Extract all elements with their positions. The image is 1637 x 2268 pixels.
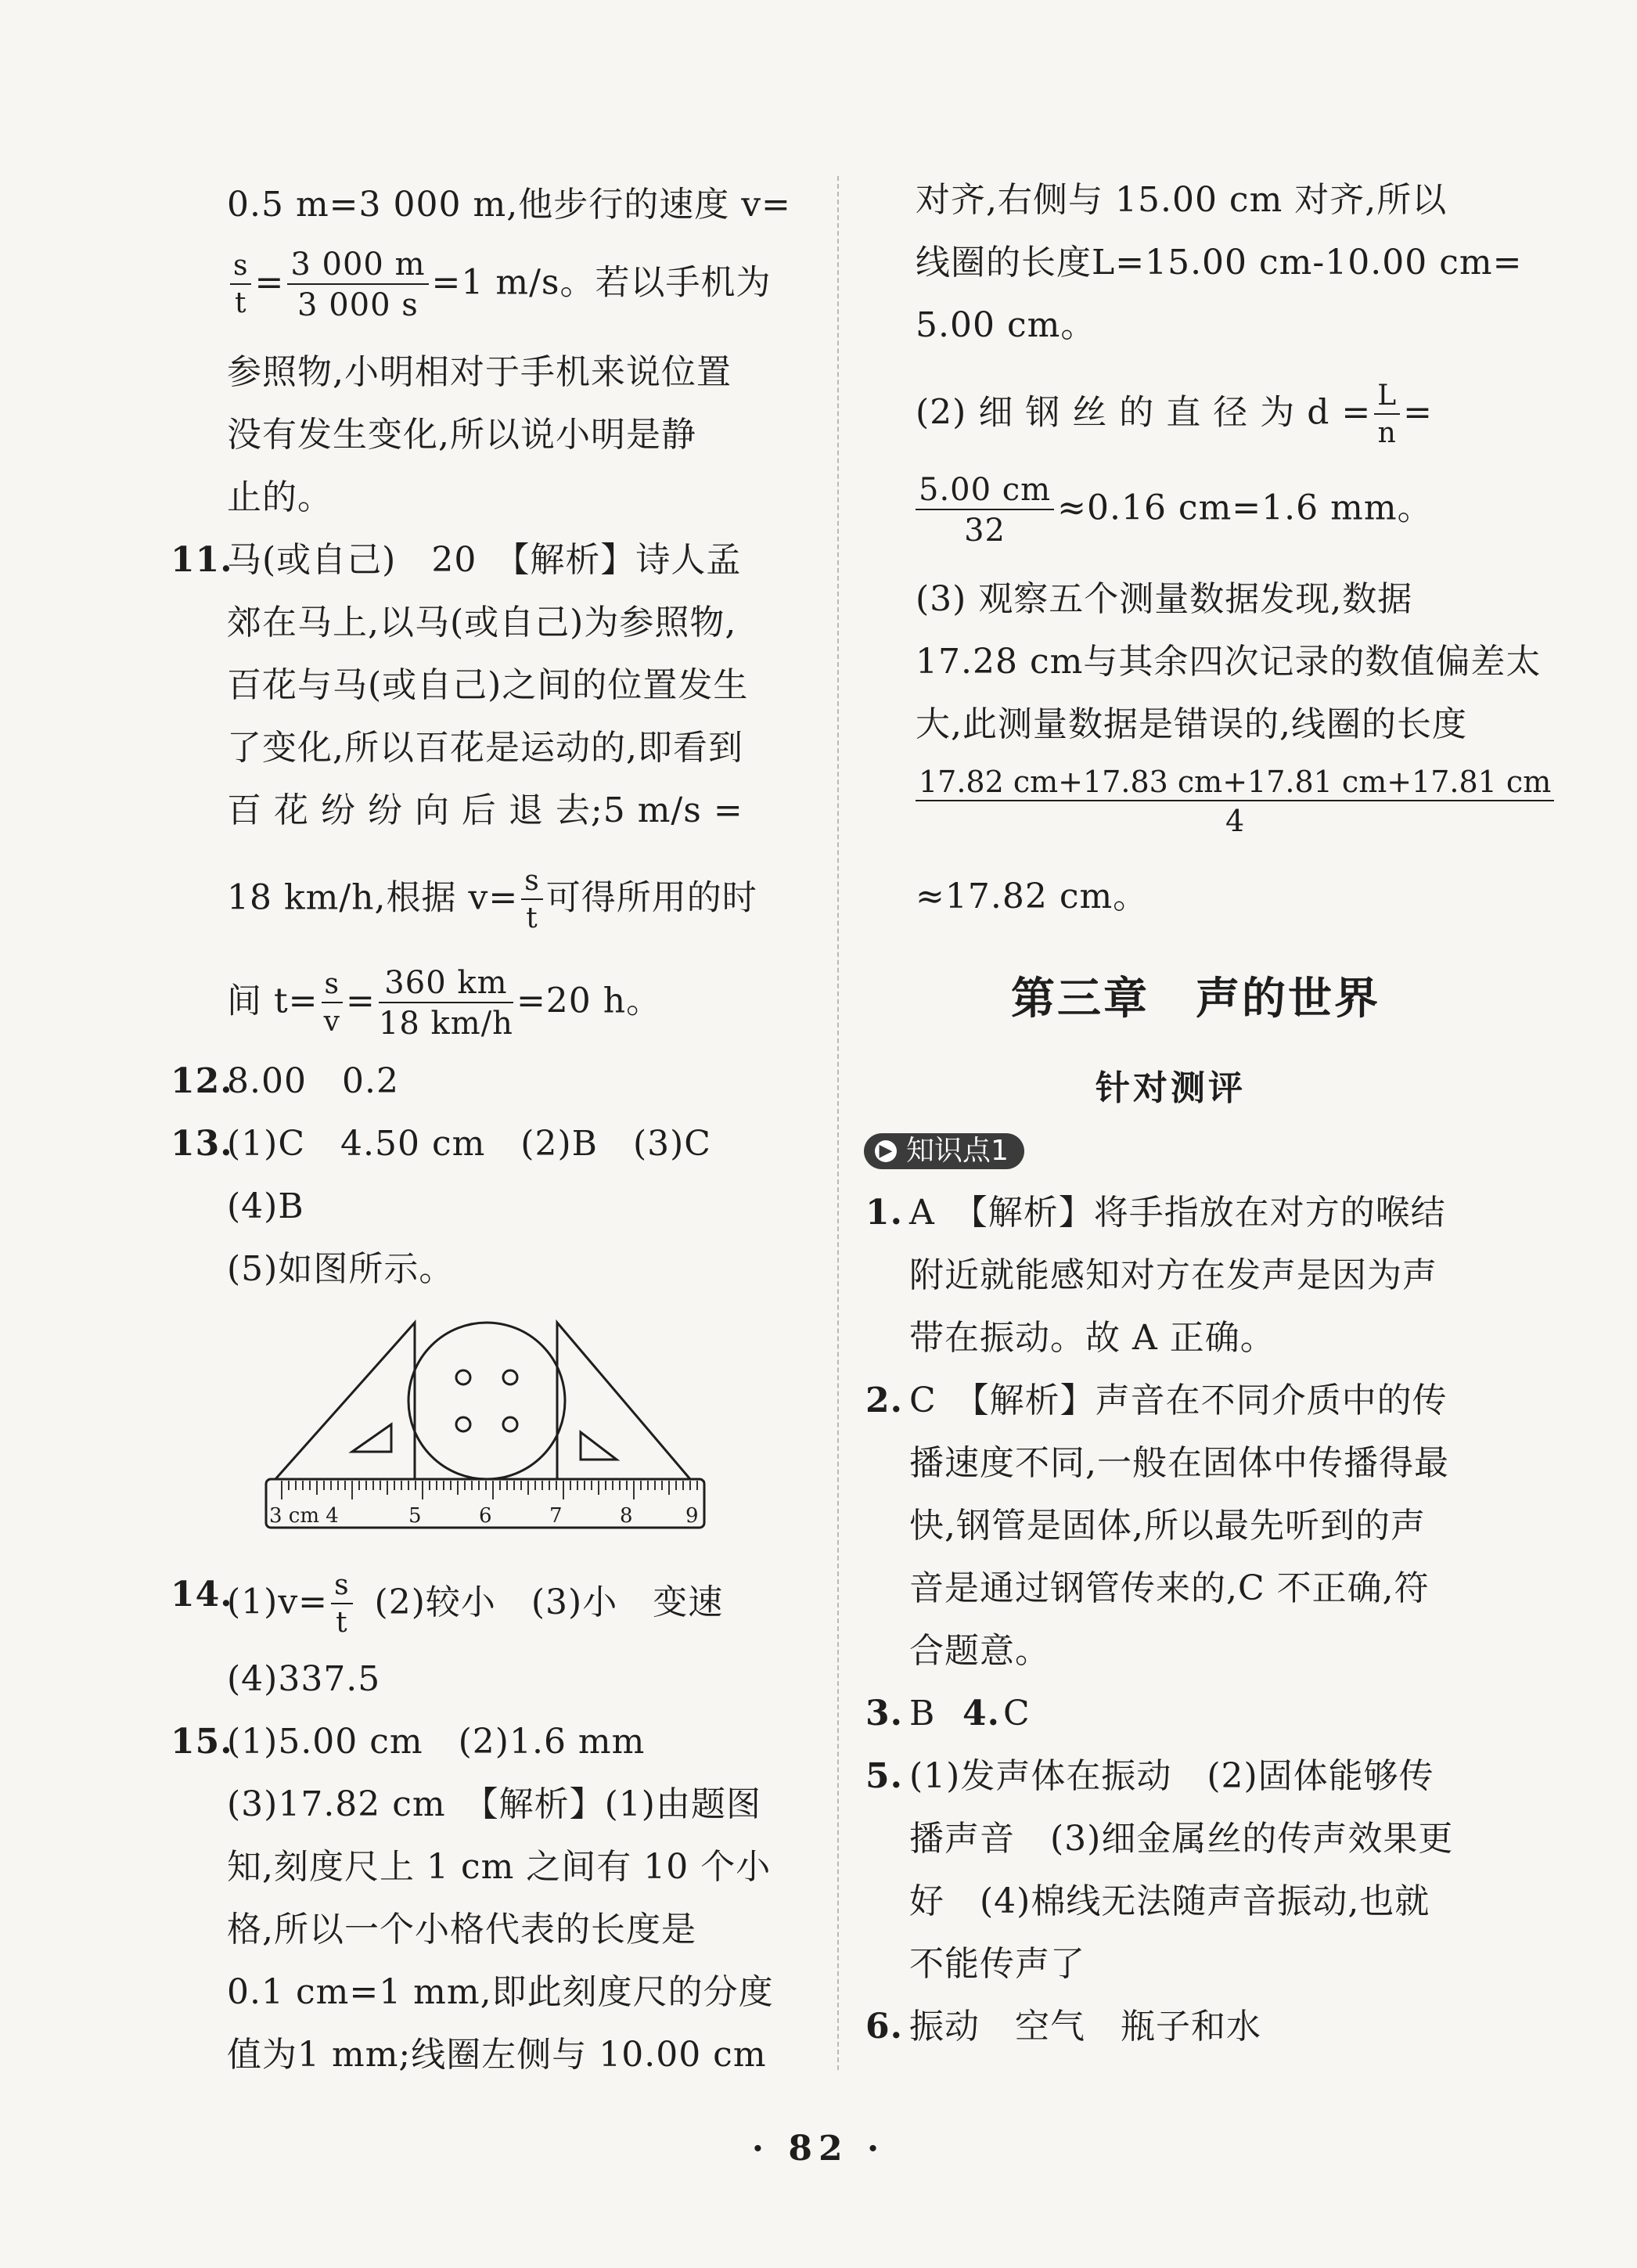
left-triangle-hole xyxy=(352,1424,391,1452)
section-title: 针对测评 xyxy=(1096,1068,1246,1108)
answer-line: (4)B xyxy=(227,1186,304,1226)
answer-line: 马(或自己) 20 【解析】诗人孟 xyxy=(227,540,742,580)
answer-line: 格,所以一个小格代表的长度是 xyxy=(227,1910,696,1949)
answer-line: 知,刻度尺上 1 cm 之间有 10 个小 xyxy=(227,1847,772,1887)
fraction: $\frac{s}{t}$ xyxy=(331,1571,352,1637)
question-number: 5. xyxy=(865,1756,903,1796)
fraction: $\frac{s}{t}$ xyxy=(230,252,251,318)
answer-line: 了变化,所以百花是运动的,即看到 xyxy=(227,728,743,768)
question-number: 6. xyxy=(865,2007,903,2047)
answer-line: $\frac{s}{t}$ = $\frac{3 000 m}{3 000 s}$ =1 m/s。若以手机为 xyxy=(227,249,772,321)
answer-line: 大,此测量数据是错误的,线圈的长度 xyxy=(916,704,1467,744)
answer-line xyxy=(916,767,1557,836)
answer-line: 百花与马(或自己)之间的位置发生 xyxy=(227,665,749,705)
answer-line: 17.28 cm与其余四次记录的数值偏差太 xyxy=(916,642,1542,682)
answer-line: 播声音 (3)细金属丝的传声效果更 xyxy=(909,1819,1454,1859)
right-triangle xyxy=(557,1323,690,1479)
answer-line: 0.5 m=3 000 m,他步行的速度 v= xyxy=(227,185,791,225)
button-hole xyxy=(503,1417,517,1431)
answer-line: B xyxy=(909,1694,936,1733)
answer-line: (3)17.82 cm 【解析】(1)由题图 xyxy=(227,1784,761,1824)
answer-line: ≈17.82 cm。 xyxy=(916,877,1149,916)
fraction: $\frac{5.00 cm}{32}$ xyxy=(916,474,1054,546)
fraction: $\frac{L}{n}$ xyxy=(1374,382,1400,448)
answer-line: (1)发声体在振动 (2)固体能够传 xyxy=(909,1756,1434,1796)
answer-line: (2) 细 钢 丝 的 直 径 为 d = $\frac{L}{n}$ = xyxy=(916,380,1434,449)
right-triangle-hole xyxy=(581,1432,617,1460)
question-number: 3. xyxy=(865,1694,903,1733)
answer-line: (4)337.5 xyxy=(227,1659,381,1699)
question-number: 1. xyxy=(865,1193,903,1233)
column-divider xyxy=(837,176,839,2070)
knowledge-point-tag: ▶ 知识点1 xyxy=(864,1133,1024,1169)
ruler-label: 5 xyxy=(408,1504,422,1528)
answer-line: 8.00 0.2 xyxy=(227,1061,399,1101)
question-number: 2. xyxy=(865,1381,903,1420)
ruler-figure xyxy=(258,1315,712,1534)
answer-line: 值为1 mm;线圈左侧与 10.00 cm xyxy=(227,2035,767,2075)
play-arrow-icon: ▶ xyxy=(875,1140,897,1162)
page-number: · 82 · xyxy=(751,2129,886,2169)
answer-line: $\frac{5.00 cm}{32}$ ≈0.16 cm=1.6 mm。 xyxy=(916,474,1433,546)
answer-line: 间 t= $\frac{s}{v}$ = $\frac{360 km}{18 km/h}$ =20 h。 xyxy=(227,965,662,1042)
chapter-title: 第三章 声的世界 xyxy=(1011,974,1380,1024)
answer-line: 百 花 纷 纷 向 后 退 去;5 m/s = xyxy=(227,790,743,830)
answer-line: 线圈的长度L=15.00 cm-10.00 cm= xyxy=(916,243,1523,283)
answer-line: 振动 空气 瓶子和水 xyxy=(909,2007,1261,2047)
answer-line: 对齐,右侧与 15.00 cm 对齐,所以 xyxy=(916,180,1448,220)
fraction: $\frac{360 km}{18 km/h}$ xyxy=(378,965,513,1042)
button-hole xyxy=(503,1370,517,1384)
answer-line: 5.00 cm。 xyxy=(916,305,1096,345)
answer-line: 0.1 cm=1 mm,即此刻度尺的分度 xyxy=(227,1972,774,2012)
answer-line: 好 (4)棉线无法随声音振动,也就 xyxy=(909,1881,1430,1921)
answer-line: 止的。 xyxy=(227,477,333,517)
answer-line: 不能传声了 xyxy=(909,1944,1085,1984)
answer-line: 没有发生变化,所以说小明是静 xyxy=(227,415,696,455)
ruler-label: 3 cm 4 xyxy=(269,1504,339,1528)
button-hole xyxy=(456,1370,470,1384)
answer-line: 带在振动。故 A 正确。 xyxy=(909,1318,1275,1358)
question-number: 12. xyxy=(171,1061,233,1101)
answer-line: C 【解析】声音在不同介质中的传 xyxy=(909,1381,1448,1420)
question-number: 4. xyxy=(962,1694,1000,1733)
answer-line: (1)C 4.50 cm (2)B (3)C xyxy=(227,1124,711,1164)
answer-line: 18 km/h,根据 v= $\frac{s}{t}$ 可得所用的时 xyxy=(227,865,757,934)
ruler-label: 7 xyxy=(549,1504,563,1528)
question-number: 13. xyxy=(171,1124,233,1164)
answer-line: A 【解析】将手指放在对方的喉结 xyxy=(909,1193,1446,1233)
answer-line: 音是通过钢管传来的,C 不正确,符 xyxy=(909,1568,1430,1608)
question-number: 11. xyxy=(171,540,233,580)
answer-line: 播速度不同,一般在固体中传播得最 xyxy=(909,1443,1449,1483)
question-number: 14. xyxy=(171,1575,233,1615)
answer-line: 附近就能感知对方在发声是因为声 xyxy=(909,1255,1437,1295)
answer-line: (1)v= $\frac{s}{t}$ (2)较小 (3)小 变速 xyxy=(227,1569,724,1639)
left-triangle xyxy=(275,1323,415,1479)
ruler-label: 9 xyxy=(685,1504,699,1528)
fraction: $\frac{s}{v}$ xyxy=(322,970,343,1036)
fraction: $\frac{17.82 cm+17.83 cm+17.81 cm+17.81 cm}{4}$ xyxy=(916,767,1554,836)
answer-line: (5)如图所示。 xyxy=(227,1249,455,1289)
answer-line: (1)5.00 cm (2)1.6 mm xyxy=(227,1722,646,1762)
answer-line: 郊在马上,以马(或自己)为参照物, xyxy=(227,603,737,643)
answer-line: (3) 观察五个测量数据发现,数据 xyxy=(916,579,1413,619)
answer-line: 快,钢管是固体,所以最先听到的声 xyxy=(909,1506,1426,1546)
fraction: $\frac{3 000 m}{3 000 s}$ xyxy=(287,249,428,321)
ruler-label: 6 xyxy=(479,1504,492,1528)
ruler-label: 8 xyxy=(620,1504,633,1528)
button-circle xyxy=(408,1323,565,1479)
answer-line: C xyxy=(1003,1694,1031,1733)
fraction: $\frac{s}{t}$ xyxy=(521,867,542,933)
answer-line: 合题意。 xyxy=(909,1631,1050,1671)
question-number: 15. xyxy=(171,1722,233,1762)
button-hole xyxy=(456,1417,470,1431)
answer-line: 参照物,小明相对于手机来说位置 xyxy=(227,352,732,392)
